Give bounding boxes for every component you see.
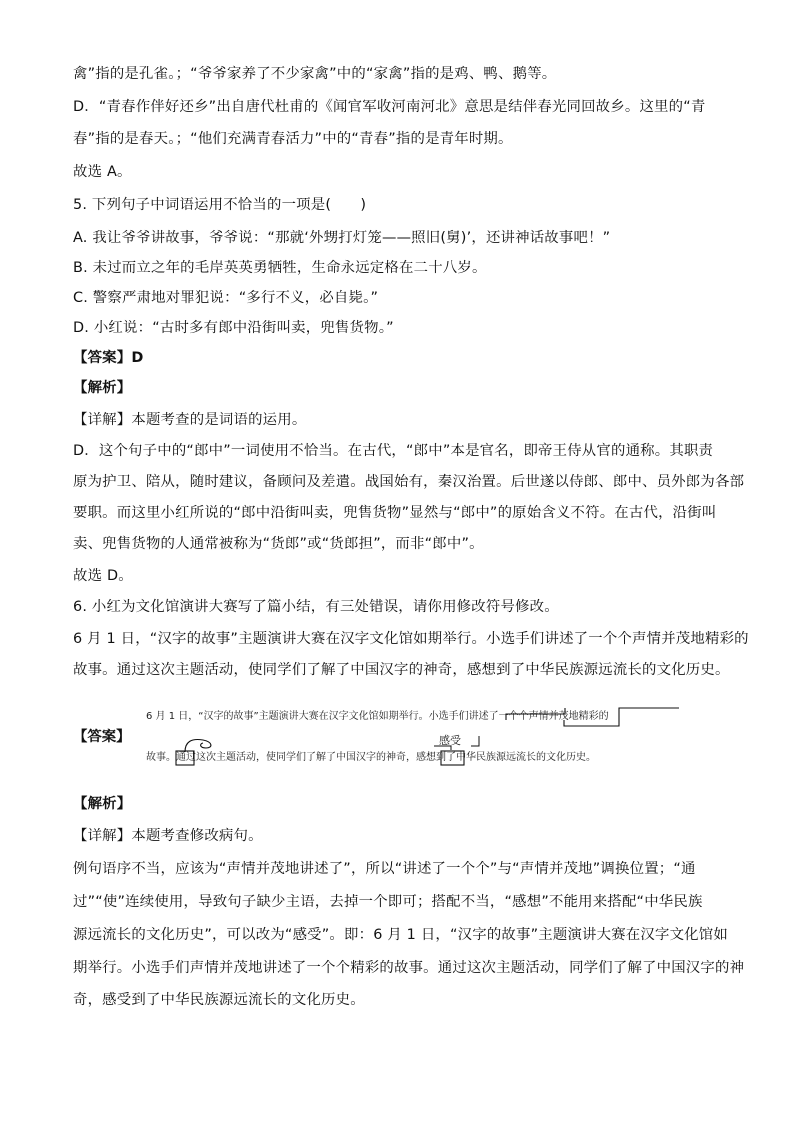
correction-marks xyxy=(73,700,733,780)
text-line: 过”“使”连续使用，导致句子缺少主语，去掉一个即可；搭配不当，“感想”不能用来搭配“中华民族 xyxy=(73,894,703,910)
text-line: 禽”指的是孔雀。；“爷爷家养了不少家禽”中的“家禽”指的是鸡、鸭、鹅等。 xyxy=(73,66,557,82)
answer-heading: 【答案】D xyxy=(73,350,144,366)
text-line: 春”指的是春天。；“他们充满青春活力”中的“青春”指的是青年时期。 xyxy=(73,131,513,147)
detail-line: 【详解】本题考查的是词语的运用。 xyxy=(73,412,307,428)
text-line: 源远流长的文化历史”，可以改为“感受”。即：6 月 1 日，“汉字的故事”主题演讲大赛在汉字文化馆如 xyxy=(73,927,728,943)
text-line: 卖、兜售货物的人通常被称为“货郎”或“货郎担”，而非“郎中”。 xyxy=(73,536,484,552)
answer-figure xyxy=(73,700,733,780)
figure-line-2: 故事。通过这次主题活动，使同学们了解了中国汉字的神奇，感想到了中华民族源远流长的文化历史。 xyxy=(146,752,596,763)
text-line: D．这个句子中的“郎中”一词使用不恰当。在古代，“郎中”本是官名，即帝王侍从官的通称。其职责 xyxy=(73,443,714,459)
answer-label: 【答案】 xyxy=(73,729,131,745)
text-line: 原为护卫、陪从，随时建议，备顾问及差遣。战国始有，秦汉治置。后世遂以侍郎、郎中、员外郎为各部 xyxy=(73,474,745,490)
text-line: 故选 D。 xyxy=(73,568,133,584)
analysis-heading: 【解析】 xyxy=(73,380,132,396)
figure-line-1: 6 月 1 日，“汉字的故事”主题演讲大赛在汉字文化馆如期举行。小选手们讲述了一个个声情并茂地精彩的 xyxy=(146,711,609,722)
detail-line-2: 【详解】本题考查修改病句。 xyxy=(73,828,263,844)
option-c: C. 警察严肃地对罪犯说：“多行不义，必自毙。” xyxy=(73,290,379,306)
text-line: 6 月 1 日，“汉字的故事”主题演讲大赛在汉字文化馆如期举行。小选手们讲述了一个个声情并茂地精彩的 xyxy=(73,631,749,647)
text-line: 故事。通过这次主题活动，使同学们了解了中国汉字的神奇，感想到了中华民族源远流长的文化历史。 xyxy=(73,662,730,678)
option-b: B. 未过而立之年的毛岸英英勇牺牲，生命永远定格在二十八岁。 xyxy=(73,260,487,276)
insert-word: 感受 xyxy=(439,734,461,747)
text-line: 要职。而这里小红所说的“郎中沿街叫卖，兜售货物”显然与“郎中”的原始含义不符。在古代，沿街叫 xyxy=(73,505,717,521)
analysis-heading-2: 【解析】 xyxy=(73,796,132,812)
text-line: 例句语序不当，应该为“声情并茂地讲述了”，所以“讲述了一个个”与“声情并茂地”调换位置；“通 xyxy=(73,861,696,877)
text-line: 故选 A。 xyxy=(73,164,132,180)
option-a: A. 我让爷爷讲故事，爷爷说：“那就‘外甥打灯笼——照旧(舅)’，还讲神话故事吧！” xyxy=(73,230,611,246)
question-5: 5. 下列句子中词语运用不恰当的一项是( ) xyxy=(73,197,367,213)
text-line: 奇，感受到了中华民族源远流长的文化历史。 xyxy=(73,992,365,1008)
question-6: 6. 小红为文化馆演讲大赛写了篇小结，有三处错误，请你用修改符号修改。 xyxy=(73,599,559,615)
option-d: D. 小红说：“古时多有郎中沿街叫卖，兜售货物。” xyxy=(73,320,394,336)
text-line: D．“青春作伴好还乡”出自唐代杜甫的《闻官军收河南河北》意思是结伴春光同回故乡。这里的“青 xyxy=(73,99,706,115)
text-line: 期举行。小选手们声情并茂地讲述了一个个精彩的故事。通过这次主题活动，同学们了解了中国汉字的神 xyxy=(73,960,745,976)
